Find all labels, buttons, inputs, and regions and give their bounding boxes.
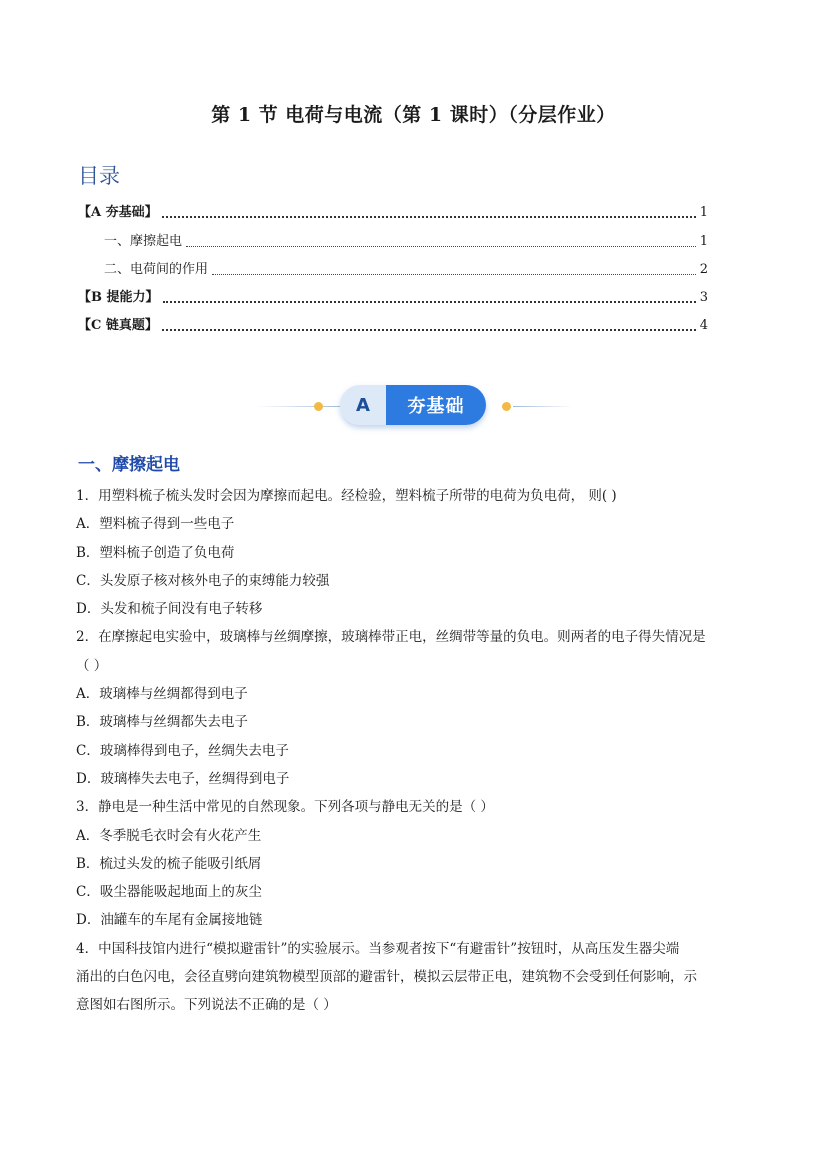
section-banner bbox=[230, 384, 590, 428]
banner-pill bbox=[340, 385, 486, 425]
toc-item-label: 【B 提能力】 bbox=[78, 290, 159, 305]
banner-dot-icon bbox=[314, 402, 323, 411]
question-2-stem: 2．在摩擦起电实验中，玻璃棒与丝绸摩擦，玻璃棒带正电，丝绸带等量的负电。则两者的电子得失情况是 bbox=[76, 629, 706, 646]
toc-item-page: 1 bbox=[699, 234, 708, 249]
toc-item-label: 【C 链真题】 bbox=[78, 318, 158, 333]
toc-leader-dots bbox=[212, 274, 696, 275]
question-4-stem: 4．中国科技馆内进行“模拟避雷针”的实验展示。当参观者按下“有避雷针”按钮时，从高压发生器尖端 bbox=[76, 940, 680, 957]
question-3-stem: 3．静电是一种生活中常见的自然现象。下列各项与静电无关的是（ ） bbox=[76, 799, 494, 816]
toc-item-page: 2 bbox=[699, 262, 708, 277]
question-1-option-b: B．塑料梳子创造了负电荷 bbox=[76, 544, 235, 561]
banner-dot-icon bbox=[502, 402, 511, 411]
toc-leader-dots bbox=[162, 216, 696, 218]
question-4-stem-cont: 意图如右图所示。下列说法不正确的是（ ） bbox=[76, 997, 337, 1014]
toc-item-friction-charging[interactable] bbox=[104, 231, 708, 253]
page-title: 第 1 节 电荷与电流（第 1 课时）（分层作业） bbox=[211, 104, 616, 126]
toc-item-label: 一、摩擦起电 bbox=[104, 234, 183, 249]
question-4-stem-cont: 涌出的白色闪电，会径直劈向建筑物模型顶部的避雷针，模拟云层带正电，建筑物不会受到任何影响，示 bbox=[76, 969, 697, 986]
banner-text: 夯基础 bbox=[386, 385, 486, 425]
toc-item-c-exam[interactable] bbox=[78, 315, 708, 337]
question-2-stem-cont: （ ） bbox=[76, 657, 108, 674]
question-3-option-b: B．梳过头发的梳子能吸引纸屑 bbox=[76, 855, 262, 872]
toc-item-a-basics[interactable] bbox=[78, 202, 708, 224]
question-block bbox=[76, 482, 756, 1020]
toc-leader-dots bbox=[163, 301, 696, 303]
section-heading: 一、摩擦起电 bbox=[78, 455, 180, 475]
toc-item-label: 【A 夯基础】 bbox=[78, 205, 158, 220]
question-1-option-d: D．头发和梳子间没有电子转移 bbox=[76, 601, 263, 618]
question-1-stem: 1．用塑料梳子梳头发时会因为摩擦而起电。经检验，塑料梳子所带的电荷为负电荷， 则( ) bbox=[76, 488, 617, 504]
question-3-option-a: A．冬季脱毛衣时会有火花产生 bbox=[76, 827, 262, 844]
question-2-option-a: A．玻璃棒与丝绸都得到电子 bbox=[76, 686, 248, 703]
toc-item-page: 3 bbox=[699, 290, 708, 305]
toc-leader-dots bbox=[162, 329, 696, 331]
banner-letter: A bbox=[340, 385, 386, 425]
question-2-option-c: C．玻璃棒得到电子，丝绸失去电子 bbox=[76, 742, 289, 759]
toc-heading: 目录 bbox=[78, 164, 120, 188]
toc-item-charge-interaction[interactable] bbox=[104, 259, 708, 281]
question-3-option-c: C．吸尘器能吸起地面上的灰尘 bbox=[76, 884, 262, 901]
question-2-option-b: B．玻璃棒与丝绸都失去电子 bbox=[76, 714, 248, 731]
toc-item-b-ability[interactable] bbox=[78, 287, 708, 309]
toc-item-label: 二、电荷间的作用 bbox=[104, 262, 209, 277]
question-1-option-a: A．塑料梳子得到一些电子 bbox=[76, 516, 235, 533]
question-3-option-d: D．油罐车的车尾有金属接地链 bbox=[76, 912, 263, 929]
banner-line-left bbox=[255, 406, 343, 407]
toc-leader-dots bbox=[186, 246, 696, 247]
banner-line-right bbox=[513, 406, 573, 407]
question-2-option-d: D．玻璃棒失去电子，丝绸得到电子 bbox=[76, 770, 290, 787]
toc-item-page: 1 bbox=[699, 205, 708, 220]
toc-item-page: 4 bbox=[699, 318, 708, 333]
question-1-option-c: C．头发原子核对核外电子的束缚能力较强 bbox=[76, 572, 330, 589]
